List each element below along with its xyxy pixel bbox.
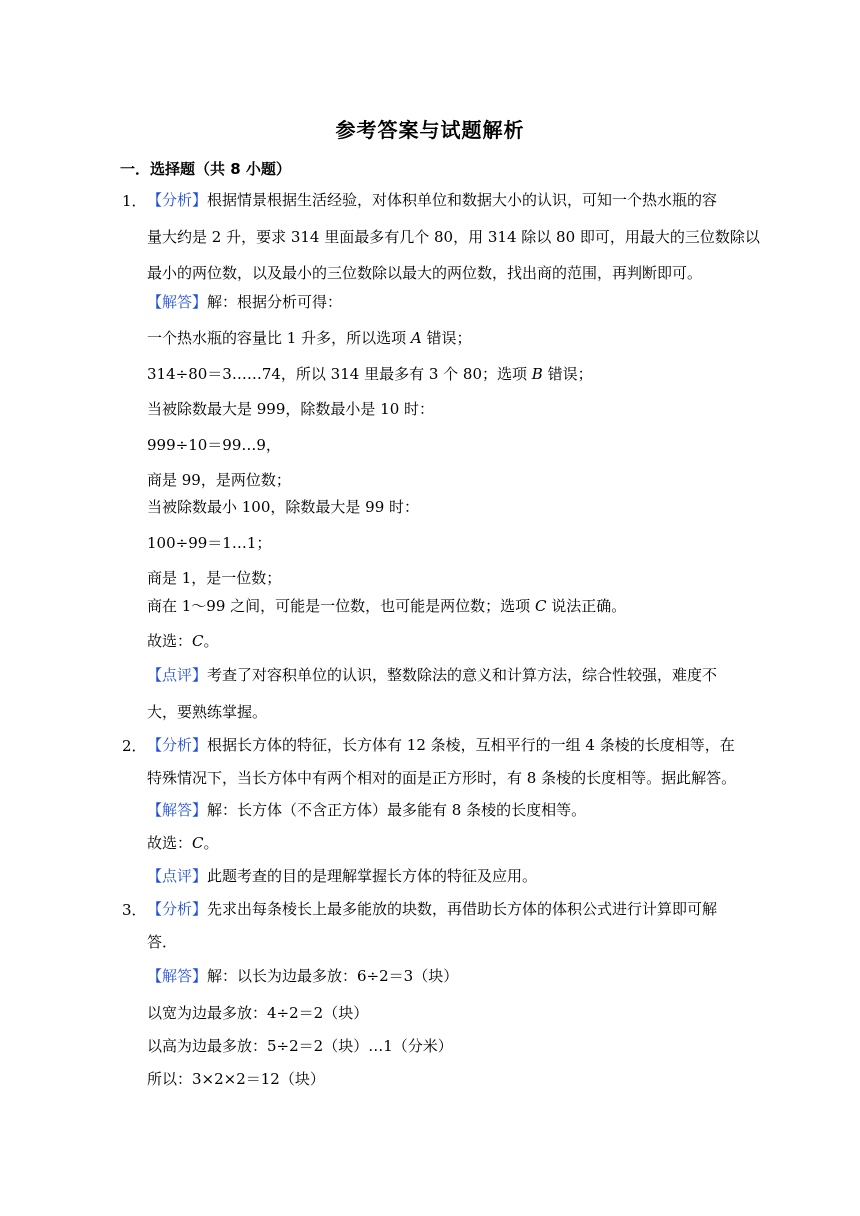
q2-answer-line: 【解答】解：长方体（不含正方体）最多能有 8 条棱的长度相等。 (147, 801, 587, 819)
analysis-tag: 【分析】 (147, 191, 208, 209)
q1-analysis-line: 最小的两位数，以及最小的三位数除以最大的两位数，找出商的范围，再判断即可。 (147, 264, 703, 282)
q3-solution-line: 以宽为边最多放：4÷2＝2（块） (147, 1004, 369, 1022)
q1-comment-line: 【点评】考查了对容积单位的认识，整数除法的意义和计算方法，综合性较强，难度不 (147, 666, 718, 684)
analysis-tag: 【分析】 (147, 900, 208, 918)
q1-analysis-line: 量大约是 2 升，要求 314 里面最多有几个 80，用 314 除以 80 即可，用最大的三位数除以 (147, 228, 760, 246)
analysis-tag: 【分析】 (147, 736, 208, 754)
q1-solution-line: 商是 1，是一位数； (147, 569, 282, 587)
answer-tag: 【解答】 (147, 967, 208, 985)
q1-solution-line: 商是 99，是两位数； (147, 471, 291, 489)
question-number: 1． (122, 192, 147, 210)
comment-tag: 【点评】 (147, 666, 208, 684)
q1-comment-line: 大，要熟练掌握。 (147, 703, 268, 721)
page-title: 参考答案与试题解析 (335, 118, 525, 142)
q1-solution-line: 当被除数最小 100，除数最大是 99 时： (147, 498, 420, 516)
q1-solution-line: 999÷10＝99…9， (147, 436, 281, 454)
q1-answer-head: 【解答】解：根据分析可得： (147, 293, 343, 311)
question-number: 3． (122, 901, 147, 919)
q2-comment-line: 【点评】此题考查的目的是理解掌握长方体的特征及应用。 (147, 867, 538, 885)
q3-analysis-line: 【分析】先求出每条棱长上最多能放的块数，再借助长方体的体积公式进行计算即可解 (147, 900, 718, 918)
q1-solution-line: 一个热水瓶的容量比 1 升多，所以选项 A 错误； (147, 329, 472, 347)
q2-analysis-line: 【分析】根据长方体的特征，长方体有 12 条棱，互相平行的一组 4 条棱的长度相等，在 (147, 736, 735, 754)
q1-solution-line: 314÷80＝3……74，所以 314 里最多有 3 个 80；选项 B 错误； (147, 365, 593, 383)
comment-tag: 【点评】 (147, 867, 208, 885)
question-number: 2． (122, 737, 147, 755)
q3-answer-line: 【解答】解：以长为边最多放：6÷2＝3（块） (147, 967, 459, 985)
q3-solution-line: 所以：3×2×2＝12（块） (147, 1070, 325, 1088)
answer-tag: 【解答】 (147, 293, 208, 311)
q3-analysis-line: 答． (147, 933, 178, 951)
q3-solution-line: 以高为边最多放：5÷2＝2（块）…1（分米） (147, 1037, 453, 1055)
q1-solution-line: 商在 1～99 之间，可能是一位数，也可能是两位数；选项 C 说法正确。 (147, 597, 627, 615)
answer-tag: 【解答】 (147, 801, 208, 819)
q1-analysis-line: 【分析】根据情景根据生活经验，对体积单位和数据大小的认识，可知一个热水瓶的容 (147, 191, 718, 209)
q1-solution-line: 100÷99＝1…1； (147, 534, 272, 552)
q1-choice-line: 故选：C。 (147, 632, 219, 650)
q2-analysis-line: 特殊情况下，当长方体中有两个相对的面是正方形时，有 8 条棱的长度相等。据此解答。 (147, 769, 737, 787)
q2-choice-line: 故选：C。 (147, 834, 219, 852)
section-heading: 一．选择题（共 8 小题） (120, 160, 291, 178)
q1-solution-line: 当被除数最大是 999，除数最小是 10 时： (147, 400, 435, 418)
